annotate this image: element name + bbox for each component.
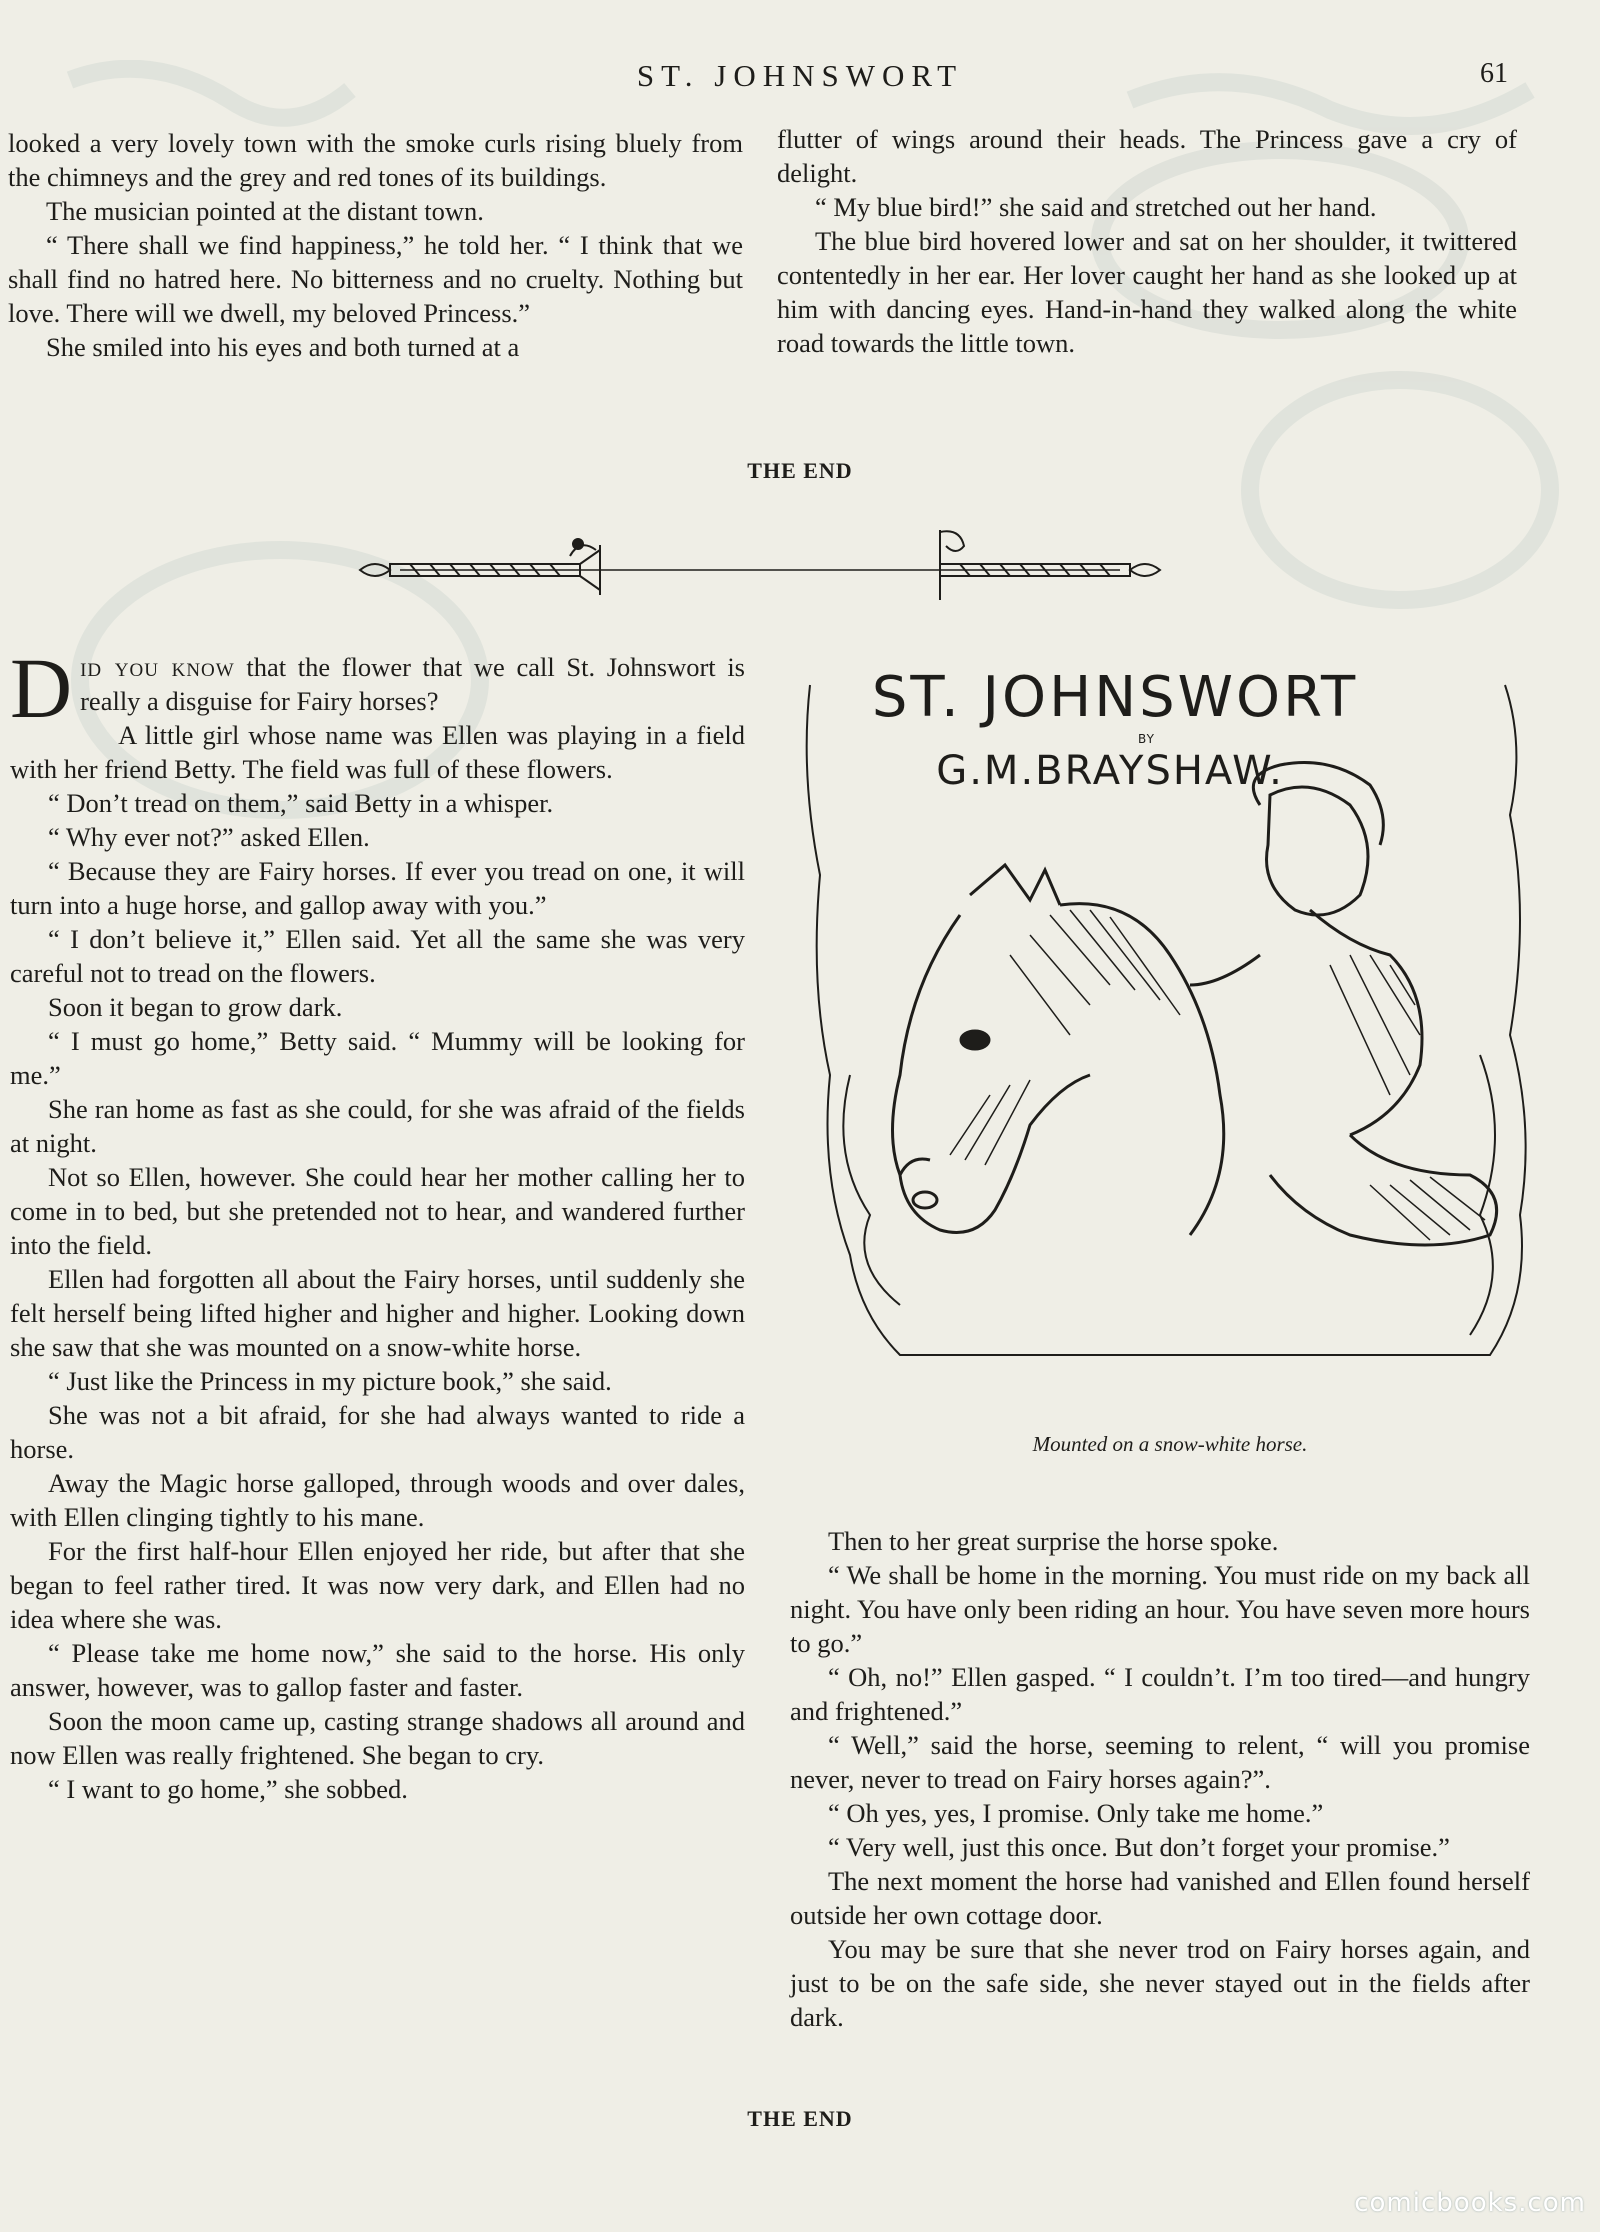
paragraph: “ My blue bird!” she said and stretched out her hand.	[815, 192, 1377, 222]
paragraph: A little girl whose name was Ellen was playing in a field with her friend Betty. The field was full of these flowers.	[10, 720, 745, 784]
paragraph: Soon it began to grow dark.	[48, 992, 343, 1022]
illustration-title: ST. JOHNSWORT	[871, 665, 1359, 730]
story-right-column	[790, 1524, 1530, 2034]
opening-text: that the flower that we call St. Johnswort is really a disguise for Fairy horses?	[80, 652, 745, 716]
paragraph: She was not a bit afraid, for she had always wanted to ride a horse.	[10, 1400, 745, 1464]
paragraph: The musician pointed at the distant town.	[46, 196, 484, 226]
paragraph: Not so Ellen, however. She could hear her mother calling her to come in to bed, but she pretended not to hear, and wandered further into the field.	[10, 1162, 745, 1260]
page-number: 61	[1480, 58, 1508, 89]
paragraph: looked a very lovely town with the smoke curls rising bluely from the chimneys and the grey and red tones of its buildings.	[8, 128, 743, 192]
paragraph: Away the Magic horse galloped, through woods and over dales, with Ellen clinging tightly to his mane.	[10, 1468, 745, 1532]
drop-cap: D	[10, 640, 73, 736]
paragraph: “ Oh, no!” Ellen gasped. “ I couldn’t. I’m too tired—and hungry and frightened.”	[790, 1662, 1530, 1726]
story-opening	[10, 640, 745, 736]
paragraph: “ Please take me home now,” she said to the horse. His only answer, however, was to gallop faster and faster.	[10, 1638, 745, 1702]
paragraph: Ellen had forgotten all about the Fairy horses, until suddenly she felt herself being lifted higher and higher and higher. Looking down she saw that she was mounted on a snow-white horse.	[10, 1264, 745, 1362]
paragraph: “ Why ever not?” asked Ellen.	[48, 822, 370, 852]
paragraph: flutter of wings around their heads. The Princess gave a cry of delight.	[777, 124, 1517, 188]
watermark: comicbooks.com	[1354, 2188, 1586, 2218]
illustration-author: G.M.BRAYSHAW.	[936, 748, 1284, 794]
paragraph: The next moment the horse had vanished and Ellen found herself outside her own cottage door.	[790, 1866, 1530, 1930]
top-story-right-column	[777, 122, 1517, 360]
ornamental-divider	[340, 520, 1180, 600]
paragraph: You may be sure that she never trod on Fairy horses again, and just to be on the safe side, she never stayed out in the fields after dark.	[790, 1934, 1530, 2032]
opening-smallcaps: id you know	[80, 652, 235, 682]
paragraph: She ran home as fast as she could, for she was afraid of the fields at night.	[10, 1094, 745, 1158]
paragraph: “ Just like the Princess in my picture book,” she said.	[48, 1366, 612, 1396]
paragraph: “ Oh yes, yes, I promise. Only take me home.”	[828, 1798, 1324, 1828]
paragraph: “ I want to go home,” she sobbed.	[48, 1774, 408, 1804]
paragraph: Then to her great surprise the horse spoke.	[828, 1526, 1279, 1556]
story-end-label: THE END	[747, 2106, 853, 2131]
paragraph: “ Because they are Fairy horses. If ever you tread on one, it will turn into a huge horse, and gallop away with you.”	[10, 856, 745, 920]
paragraph: She smiled into his eyes and both turned at a	[46, 332, 520, 362]
top-story-end-label: THE END	[747, 458, 853, 483]
top-story-left-column	[8, 126, 743, 364]
illustration-by: BY	[1138, 732, 1155, 746]
page-header	[0, 58, 1600, 108]
paragraph: “ Don’t tread on them,” said Betty in a whisper.	[48, 788, 554, 818]
paragraph: Soon the moon came up, casting strange shadows all around and now Ellen was really frightened. She began to cry.	[10, 1706, 745, 1770]
illustration-caption: Mounted on a snow-white horse.	[1032, 1432, 1308, 1456]
paragraph: “ Well,” said the horse, seeming to relent, “ will you promise never, never to tread on Fairy horses again?”.	[790, 1730, 1530, 1794]
paragraph: For the first half-hour Ellen enjoyed her ride, but after that she began to feel rather tired. It was now very dark, and Ellen had no idea where she was.	[10, 1536, 745, 1634]
paragraph: “ I must go home,” Betty said. “ Mummy will be looking for me.”	[10, 1026, 745, 1090]
paragraph: “ Very well, just this once. But don’t forget your promise.”	[828, 1832, 1450, 1862]
paragraph: “ We shall be home in the morning. You must ride on my back all night. You have only been riding an hour. You have seven more hours to go.”	[790, 1560, 1530, 1658]
running-title: ST. JOHNSWORT	[636, 58, 964, 93]
paragraph: The blue bird hovered lower and sat on her shoulder, it twittered contentedly in her ear. Her lover caught her hand as she looked up at him with dancing eyes. Hand-in-hand they walked along the white road towards the little town.	[777, 226, 1517, 358]
story-left-column	[10, 640, 745, 1806]
paragraph: “ I don’t believe it,” Ellen said. Yet all the same she was very careful not to tread on the flowers.	[10, 924, 745, 988]
paragraph: “ There shall we find happiness,” he told her. “ I think that we shall find no hatred here. No bitterness and no cruelty. Nothing but love. There will we dwell, my beloved Princess.”	[8, 230, 743, 328]
